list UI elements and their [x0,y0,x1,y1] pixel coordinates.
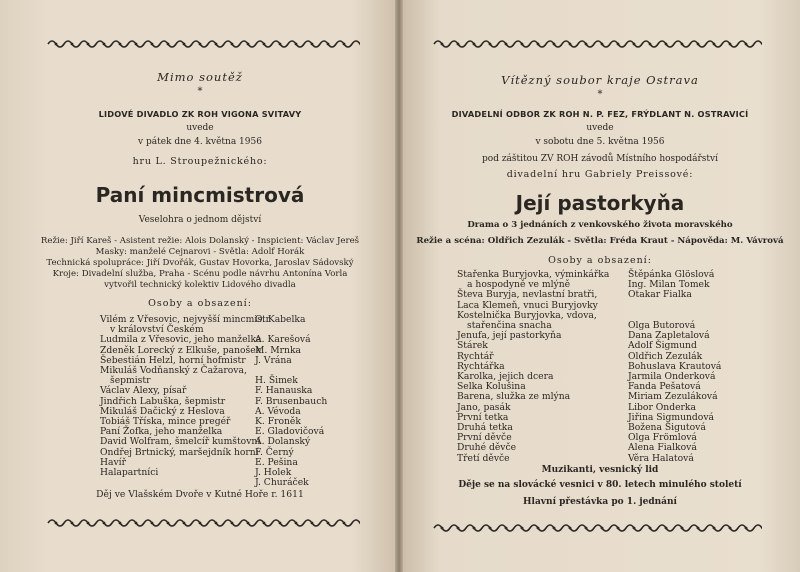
cast-role: Kostelnička Buryjovka, vdova, [457,309,597,321]
ornament-bottom-left [46,517,360,529]
cast-role: Druhé děvče [457,442,517,454]
cast-role: Laca Klemeň, vnuci Buryjovky [457,299,598,311]
right-intermission: Hlavní přestávka po 1. jednání [523,497,677,507]
right-author-line: divadelní hru Gabriely Preissové: [506,169,694,180]
cast-role: Třetí děvče [457,452,510,464]
cast-actor: Jarmila Onderková [628,371,716,382]
cast-role: Števa Buryja, nevlastní bratři, [457,289,598,301]
cast-actor: F. Hanauska [255,385,313,397]
cast-role: První děvče [457,432,512,444]
cast-actor: A. Karešová [255,334,311,346]
cast-actor: Olga Frömlová [628,432,697,444]
cast-role: Václav Alexy, písař [100,385,187,397]
cast-actor: K. Froněk [255,416,301,427]
left-credit-line: Technická spolupráce: Jiří Dvořák, Gustav Hovorka, Jaroslav Sádovský [46,258,354,268]
right-credits: Režie a scéna: Oldřich Zezulák - Světla: Fréda Kraut - Nápověda: M. Vávrová [416,236,784,246]
cast-actor: Otakar Fialka [628,289,692,301]
cast-role: Stárek [457,340,488,352]
cast-actor: Miriam Zezuláková [628,391,718,403]
cast-role: První tetka [457,411,509,423]
cast-actor: Bohuslava Krautová [628,360,722,372]
cast-actor: O. Kabelka [255,314,306,325]
right-cast-heading: Osoby a obsazení: [548,255,652,266]
left-credit-line: Masky: manželé Cejnarovi - Světla: Adolf Horák [95,247,305,257]
cast-role: David Wolfram, šmelcíř kumštovní [100,436,261,448]
cast-role: Karolka, jejich dcera [457,371,554,382]
ornament-top-right [432,38,762,50]
left-presents: uvede [186,123,214,133]
left-author-line: hru L. Stroupežnického: [132,156,268,167]
cast-actor: Božena Šigutová [628,422,706,433]
cast-role: Druhá tetka [457,422,513,433]
cast-actor: Alena Fialková [628,442,697,454]
cast-actor: Věra Halatová [628,452,694,464]
left-setting: Děj ve Vlašském Dvoře v Kutné Hoře r. 1611 [96,489,304,500]
cast-actor: F. Černý [255,446,294,458]
cast-role: Stařenka Buryjovka, výminkářka [457,269,610,280]
cast-actor: Libor Onderka [628,401,696,413]
cast-role: Tobiáš Tříska, mince pregéř [100,416,231,427]
cast-actor: A. Dolanský [255,436,311,448]
cast-actor: E. Pešina [255,456,298,468]
left-genre: Veselohra o jednom dějství [138,215,262,225]
cast-role: stařenčina snacha [467,320,552,331]
ornament-top-left [46,38,360,50]
cast-actor: Ing. Milan Tomek [628,279,710,291]
left-date: v pátek dne 4. května 1956 [138,137,262,147]
cast-role: Mikuláš Vodňanský z Čažarova, [100,365,247,376]
cast-role: Rychtář [457,350,494,362]
cast-actor: F. Brusenbauch [255,395,328,407]
cast-role: Mikuláš Dačický z Heslova [100,405,225,417]
left-credit-line: vytvořil technický kolektiv Lidového divadla [104,280,296,290]
cast-role: Havíř [100,456,127,468]
cast-actor: Štěpánka Glöslová [628,269,715,280]
cast-role: Halapartníci [100,467,159,478]
right-company: DIVADELNÍ ODBOR ZK ROH N. P. FEZ, FRÝDLANT N. OSTRAVICÍ [451,109,749,119]
left-credit-line: Kroje: Divadelní služba, Praha - Scénu podle návrhu Antonína Vorla [52,269,348,279]
cast-actor: Olga Butorová [628,320,696,331]
left-heading: Mimo soutěž [157,70,243,84]
cast-role: Rychtářka [457,360,505,372]
cast-role: Paní Žofka, jeho manželka [100,426,223,438]
cast-actor: Adolf Šigmund [628,340,697,352]
right-date: v sobotu dne 5. května 1956 [535,137,665,147]
cast-role: Ludmila z Vřesovic, jeho manželka [100,334,262,346]
cast-role: Jenufa, její pastorkyňa [457,330,562,342]
left-cast-heading: Osoby a obsazení: [148,298,252,309]
right-setting: Děje se na slovácké vesnici v 80. letech minulého století [458,480,742,490]
cast-actor: M. Mrnka [255,344,302,356]
right-presents: uvede [586,123,614,133]
left-star: * [197,86,203,97]
right-play-title: Její pastorkyňa [515,191,685,215]
left-company: LIDOVÉ DIVADLO ZK ROH VIGONA SVITAVY [98,109,302,119]
cast-actor: H. Šimek [255,375,298,387]
cast-actor: J. Holek [255,467,292,478]
cast-role: Vilém z Vřesovic, nejvyšší mincmistr [100,314,271,325]
left-credit-line: Režie: Jiří Kareš - Asistent režie: Alois Dolanský - Inspicient: Václav Jereš [40,236,360,246]
cast-role: v království Českém [110,324,204,336]
cast-role: Barena, služka ze mlýna [457,391,571,403]
cast-actor: Dana Zapletalová [628,330,710,342]
right-star: * [597,89,603,100]
cast-role: Jindřich Labuška, šepmistr [100,395,226,407]
cast-role: a hospodyně ve mlýně [467,279,571,291]
cast-actor: Fanda Pešatová [628,381,701,393]
cast-role: Selka Kolušina [457,381,526,393]
cast-role: Zdeněk Lorecký z Elkuše, panošek [100,344,262,356]
cast-actor: E. Gladovičová [255,426,325,438]
cast-actor: Jiřina Sigmundová [628,411,715,423]
right-patron: pod záštitou ZV ROH závodů Místního hospodářství [482,154,718,164]
cast-role: Jano, pasák [457,401,511,413]
cast-role: šepmistr [110,375,151,387]
left-play-title: Paní mincmistrová [95,183,305,207]
cast-actor: A. Vévoda [255,405,301,417]
cast-actor: Oldřich Zezulák [628,350,703,362]
right-genre: Drama o 3 jednáních z venkovského života moravského [467,220,733,230]
cast-role: Ondřej Brtnický, maršejdník horní [100,446,259,458]
cast-actor: J. Vrána [255,354,292,366]
right-extras: Muzikanti, vesnický lid [541,465,659,475]
ornament-bottom-right [432,522,762,534]
cast-actor: J. Churáček [255,477,309,489]
right-heading: Vítězný soubor kraje Ostrava [501,73,699,87]
cast-role: Šebestián Helzl, horní hofmistr [100,354,246,366]
